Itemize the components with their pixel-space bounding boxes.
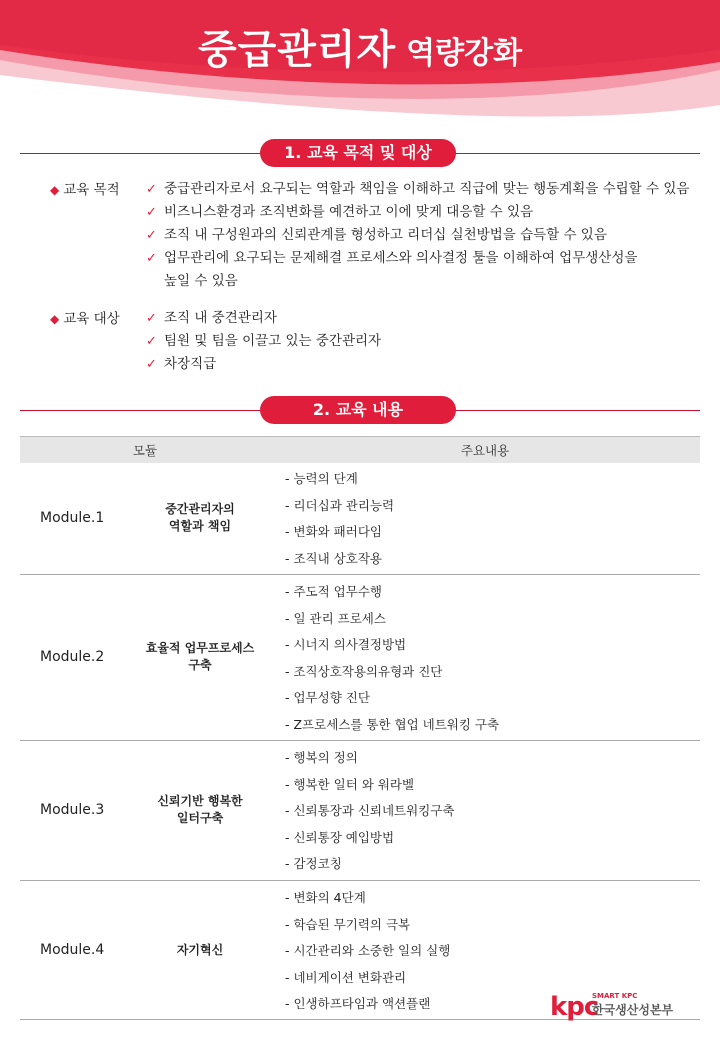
title-main: 중급관리자 — [197, 27, 397, 73]
list-item: - 행복한 일터 와 워라벨 — [285, 776, 415, 792]
diamond-icon: ◆ — [50, 183, 60, 197]
list-item: - 네비게이션 변화관리 — [285, 969, 407, 985]
check-icon: ✓ — [146, 251, 157, 266]
target-label: ◆ 교육 대상 — [50, 311, 120, 327]
check-icon: ✓ — [146, 182, 157, 197]
list-item: - 인생하프타임과 액션플랜 — [285, 996, 431, 1011]
list-item: - 업무성향 진단 — [285, 690, 370, 705]
module-name: 중간관리자의 역할과 책임 — [165, 502, 235, 533]
check-icon: ✓ — [146, 357, 157, 372]
list-item: - 일 관리 프로세스 — [285, 610, 386, 626]
list-item-continuation: 높일 수 있음 — [164, 273, 238, 289]
list-item: - 시너지 의사결정방법 — [285, 637, 407, 652]
list-item: ✓ 차장직급 — [146, 353, 718, 376]
section-2-title: 2. 교육 내용 — [260, 396, 456, 424]
list-item: - 주도적 업무수행 — [285, 584, 382, 599]
list-item: ✓ 업무관리에 요구되는 문제해결 프로세스와 의사결정 툴을 이해하여 업무생산성을 — [146, 247, 718, 270]
section-1-title: 1. 교육 목적 및 대상 — [260, 139, 456, 167]
list-item: ✓ 조직 내 구성원과의 신뢰관계를 형성하고 리더십 실천방법을 습득할 수 있음 — [146, 224, 718, 247]
header-banner — [0, 0, 720, 135]
purpose-label: ◆ 교육 목적 — [50, 182, 120, 198]
module-contents — [285, 745, 454, 878]
check-icon: ✓ — [146, 311, 157, 326]
module-number: Module.4 — [40, 942, 105, 958]
list-item: - 리더십과 관리능력 — [285, 497, 395, 513]
module-name: 자기혁신 — [176, 943, 224, 957]
module-number: Module.1 — [40, 510, 105, 526]
list-item: - 신뢰통장 예입방법 — [285, 829, 395, 845]
list-item: - 시간관리와 소중한 일의 실행 — [285, 943, 451, 958]
table-row — [20, 741, 700, 881]
section-1-header — [20, 139, 700, 169]
list-item: - 학습된 무기력의 극복 — [285, 916, 411, 932]
module-number: Module.3 — [40, 802, 105, 818]
table-header — [20, 436, 700, 463]
module-contents — [285, 579, 499, 738]
list-item: ✓ 팀원 및 팀을 이끌고 있는 중간관리자 — [146, 330, 718, 353]
list-item: - 변화의 4단계 — [285, 890, 366, 905]
list-item: - 조직상호작용의유형과 진단 — [285, 663, 443, 679]
diamond-icon: ◆ — [50, 312, 60, 326]
check-icon: ✓ — [146, 205, 157, 220]
page-title — [0, 18, 720, 75]
target-list — [146, 307, 718, 376]
list-item: - Z프로세스를 통한 협업 네트워킹 구축 — [285, 716, 500, 732]
table-row — [20, 463, 700, 575]
kpc-logo-tagline: SMART KPC — [592, 992, 638, 1000]
module-number: Module.2 — [40, 649, 105, 665]
module-contents — [285, 885, 450, 1018]
module-name: 효율적 업무프로세스 구축 — [145, 641, 255, 672]
check-icon: ✓ — [146, 228, 157, 243]
list-item: - 변화와 패러다임 — [285, 524, 382, 539]
list-item: - 행복의 정의 — [285, 750, 358, 765]
list-item: ✓ 중급관리자로서 요구되는 역할과 책임을 이해하고 직급에 맞는 행동계획을 수립할 수 있음 — [146, 178, 718, 201]
table-row — [20, 575, 700, 741]
title-sub: 역량강화 — [406, 36, 523, 71]
check-icon: ✓ — [146, 334, 157, 349]
list-item: - 조직내 상호작용 — [285, 550, 382, 566]
kpc-logo — [550, 990, 710, 1024]
column-header-module: 모듈 — [132, 443, 158, 458]
section-2-header — [20, 396, 700, 426]
list-item: - 감정코칭 — [285, 856, 342, 871]
curriculum-table — [20, 436, 700, 1020]
list-item: ✓ 조직 내 중견관리자 — [146, 307, 718, 330]
kpc-logo-mark: kpc — [550, 992, 599, 1022]
kpc-logo-org: 한국생산성본부 — [592, 1003, 674, 1017]
list-item: ✓ 비즈니스환경과 조직변화를 예견하고 이에 맞게 대응할 수 있음 — [146, 201, 718, 224]
module-name: 신뢰기반 행복한 일터구축 — [157, 794, 243, 825]
purpose-list — [146, 178, 718, 293]
list-item: - 능력의 단계 — [285, 471, 358, 486]
list-item: - 신뢰통장과 신뢰네트워킹구축 — [285, 803, 455, 818]
module-contents — [285, 466, 394, 572]
column-header-content: 주요내용 — [460, 443, 510, 458]
